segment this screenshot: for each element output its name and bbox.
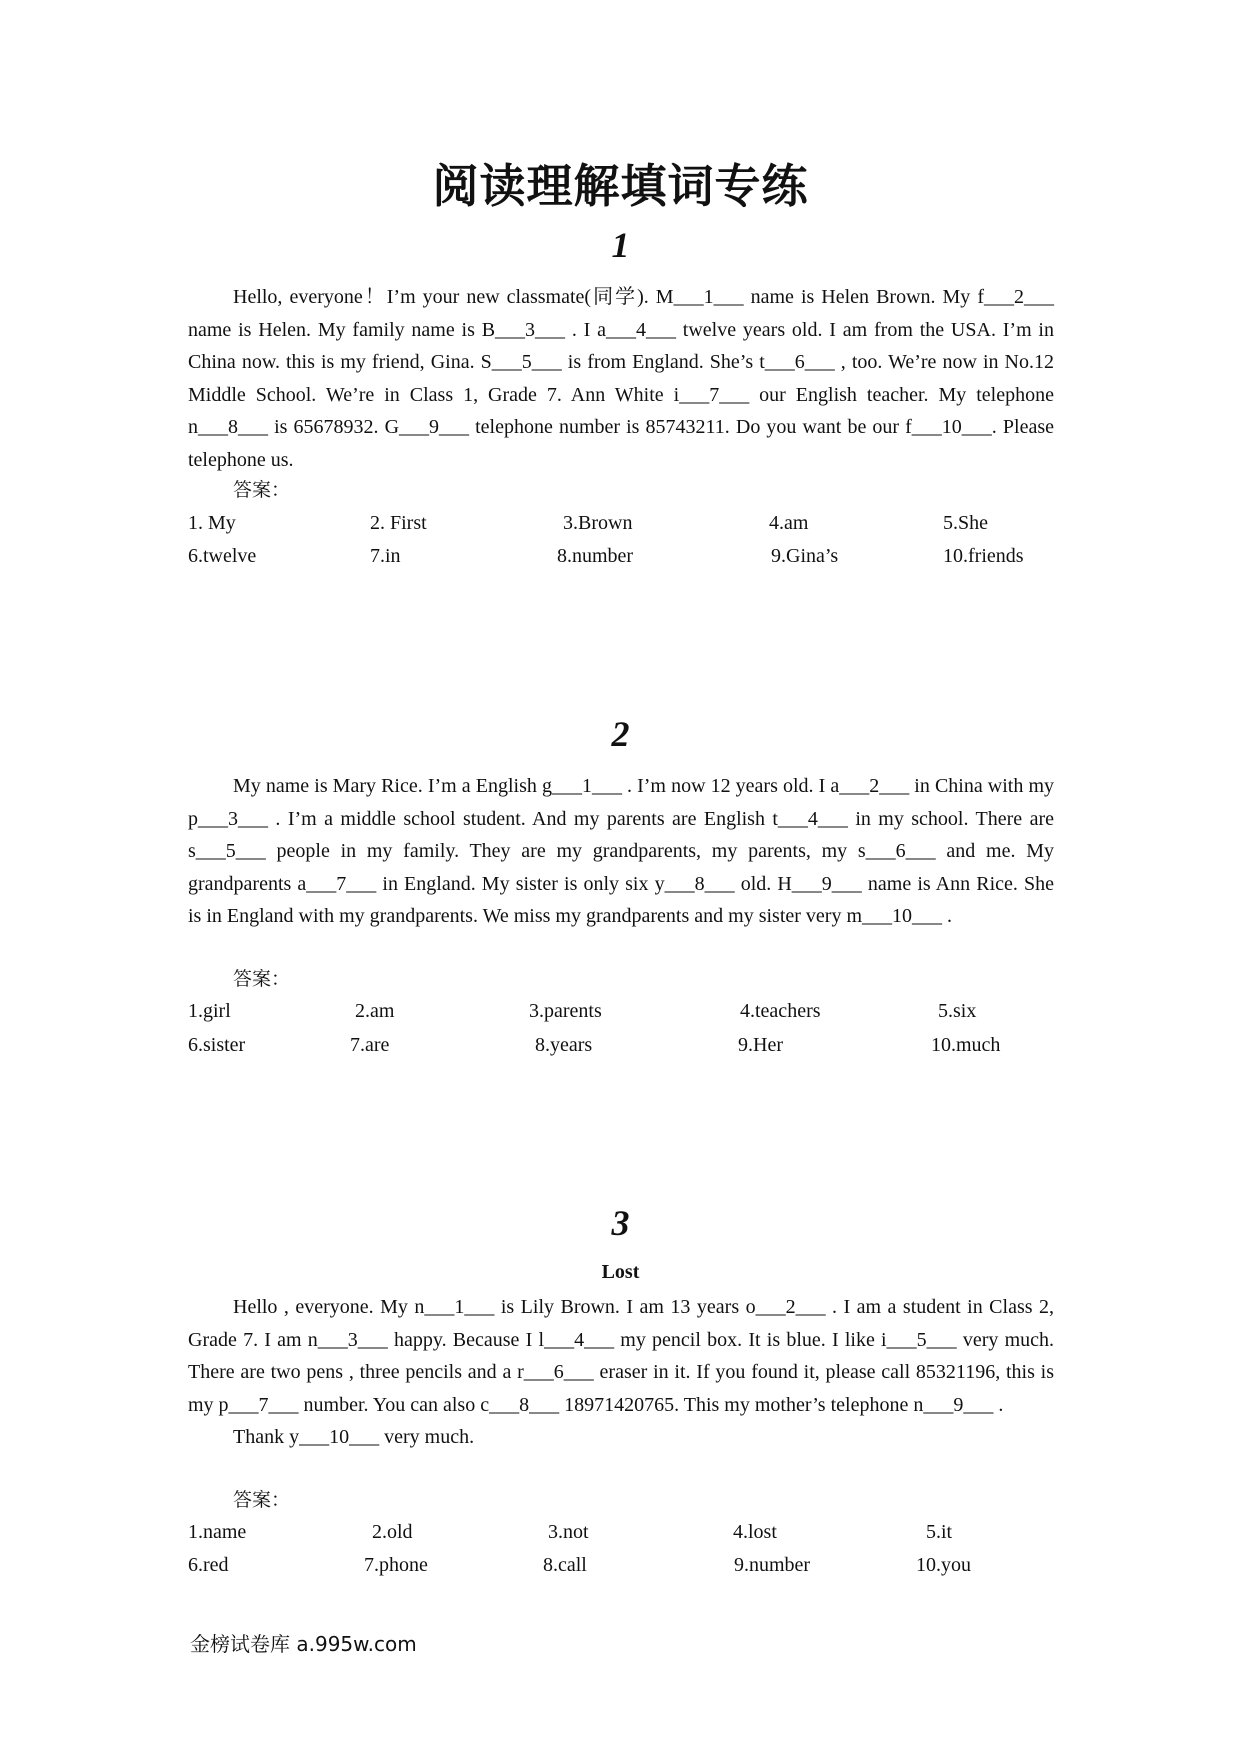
section-3-paragraph: Thank y___10___ very much. xyxy=(233,1426,475,1449)
section-2-number: 2 xyxy=(611,714,630,754)
section-3-answer: 9.number xyxy=(734,1554,811,1576)
section-3-answer: 1.name xyxy=(188,1521,247,1543)
section-3-answer: 4.lost xyxy=(733,1521,777,1543)
section-2-answer: 1.girl xyxy=(188,1000,231,1022)
section-1-answer-label: 答案： xyxy=(233,479,291,501)
section-1-answer: 2. First xyxy=(370,512,427,534)
section-1-answer: 9.Gina’s xyxy=(771,545,839,567)
section-2-answer: 4.teachers xyxy=(740,1000,821,1022)
section-1-answer: 7.in xyxy=(370,545,401,567)
section-1-answer: 4.am xyxy=(769,512,809,534)
section-1-answer: 5.She xyxy=(943,512,988,534)
section-2-answer: 7.are xyxy=(350,1034,390,1056)
section-3-passage xyxy=(188,1291,1054,1454)
section-1-answer: 10.friends xyxy=(943,545,1024,567)
section-3-subtitle: Lost xyxy=(601,1261,640,1283)
section-3-answer: 8.call xyxy=(543,1554,587,1576)
section-1-answer: 8.number xyxy=(557,545,634,567)
section-2-answer: 2.am xyxy=(355,1000,395,1022)
section-2-paragraph: My name is Mary Rice. I’m a English g___1___ . I’m now 12 years old. I a___2___ in China with my p___3___ . I’m a middle school student. And my parents are English t___4___ in my school. There are s___5___ people in my family. They are my grandparents, my parents, my s___6___ and me. My grandparents a___7___ in England. My sister is only six y___8___ old. H___9___ name is Ann Rice. She is in England with my grandparents. We miss my grandparents and my sister very m___10___ . xyxy=(188,775,1054,928)
section-1-answer: 3.Brown xyxy=(563,512,633,534)
section-2-answer: 8.years xyxy=(535,1034,593,1056)
section-2-answer: 6.sister xyxy=(188,1034,246,1056)
footer-source: 金榜试卷库 a.995w.com xyxy=(190,1632,417,1656)
section-2-answer: 10.much xyxy=(931,1034,1001,1056)
section-3-answer: 5.it xyxy=(926,1521,953,1543)
section-3-paragraph: Hello , everyone. My n___1___ is Lily Brown. I am 13 years o___2___ . I am a student in Class 2, Grade 7. I am n___3___ happy. Because I l___4___ my pencil box. It is blue. I like i___5___ very much. There are two pens , three pencils and a r___6___ eraser in it. If you found it, please call 85321196, this is my p___7___ number. You can also c___8___ 18971420765. This my mother’s telephone n___9___ . xyxy=(188,1296,1054,1416)
section-2-answer-label: 答案： xyxy=(233,968,291,990)
section-3-answer: 7.phone xyxy=(364,1554,428,1576)
section-3-answer-label: 答案： xyxy=(233,1489,291,1511)
section-2-answer: 9.Her xyxy=(738,1034,783,1056)
section-3-answer: 6.red xyxy=(188,1554,229,1576)
section-3-number: 3 xyxy=(611,1203,630,1243)
section-1-number: 1 xyxy=(611,225,630,265)
section-2-answer: 5.six xyxy=(938,1000,977,1022)
section-1-answer: 6.twelve xyxy=(188,545,257,567)
section-1-passage xyxy=(188,281,1054,477)
section-2-answer: 3.parents xyxy=(529,1000,602,1022)
section-1-answer: 1. My xyxy=(188,512,236,534)
section-3-answer: 2.old xyxy=(372,1521,413,1543)
section-3-answer: 3.not xyxy=(548,1521,589,1543)
section-2-passage xyxy=(188,770,1054,933)
section-1-paragraph: Hello, everyone！I’m your new classmate(同学). M___1___ name is Helen Brown. My f___2___ name is Helen. My family name is B___3___ . I a___4___ twelve years old. I am from the USA. I’m in China now. this is my friend, Gina. S___5___ is from England. She’s t___6___ , too. We’re now in No.12 Middle School. We’re in Class 1, Grade 7. Ann White i___7___ our English teacher. My telephone n___8___ is 65678932. G___9___ telephone number is 85743211. Do you want be our f___10___. Please telephone us. xyxy=(188,286,1054,471)
page-title: 阅读理解填词专练 xyxy=(432,159,809,213)
section-3-answer: 10.you xyxy=(916,1554,971,1576)
